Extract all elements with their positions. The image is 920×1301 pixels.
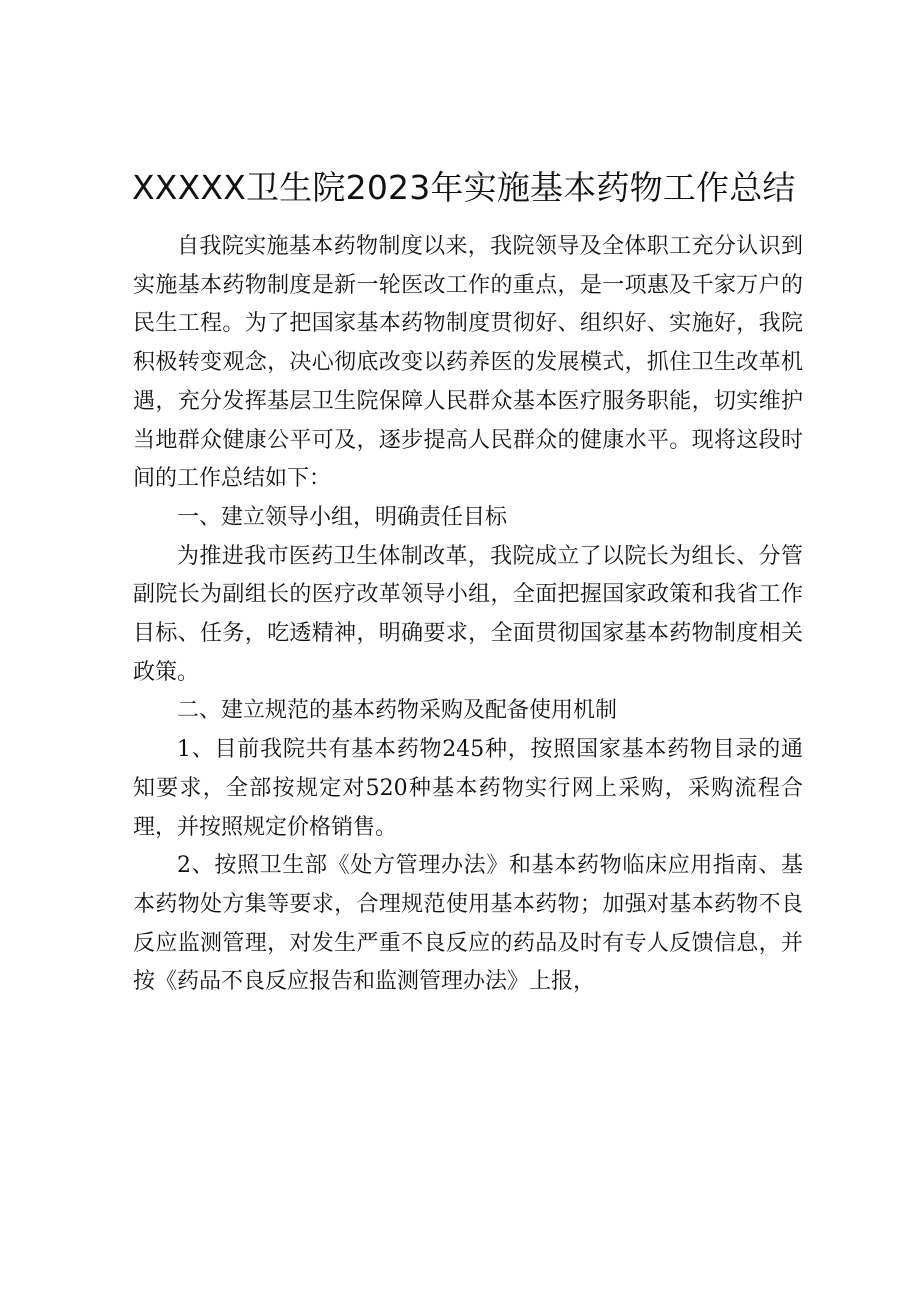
section-heading-2: 二、建立规范的基本药物采购及配备使用机制 (177, 698, 618, 724)
document-body (133, 228, 803, 1002)
usage-paragraph: 2、按照卫生部《处方管理办法》和基本药物临床应用指南、基本药物处方集等要求，合理规范使用基本药物；加强对基本药物不良反应监测管理，对发生严重不良反应的药品及时有专人反馈信息，并按《药品不良反应报告和监测管理办法》上报， (133, 853, 803, 995)
leadership-paragraph: 为推进我市医药卫生体制改革，我院成立了以院长为组长、分管副院长为副组长的医疗改革领导小组，全面把握国家政策和我省工作目标、任务，吃透精神，明确要求，全面贯彻国家基本药物制度相关政策。 (133, 543, 803, 685)
document-title: XXXXX卫生院2023年实施基本药物工作总结 (132, 168, 796, 207)
procurement-paragraph: 1、目前我院共有基本药物245种，按照国家基本药物目录的通知要求，全部按规定对520种基本药物实行网上采购，采购流程合理，并按照规定价格销售。 (133, 737, 803, 840)
section-heading-1: 一、建立领导小组，明确责任目标 (177, 504, 508, 530)
intro-paragraph: 自我院实施基本药物制度以来，我院领导及全体职工充分认识到实施基本药物制度是新一轮医改工作的重点，是一项惠及千家万户的民生工程。为了把国家基本药物制度贯彻好、组织好、实施好，我院积极转变观念，决心彻底改变以药养医的发展模式，抓住卫生改革机遇，充分发挥基层卫生院保障人民群众基本医疗服务职能，切实维护当地群众健康公平可及，逐步提高人民群众的健康水平。现将这段时间的工作总结如下： (133, 234, 803, 492)
